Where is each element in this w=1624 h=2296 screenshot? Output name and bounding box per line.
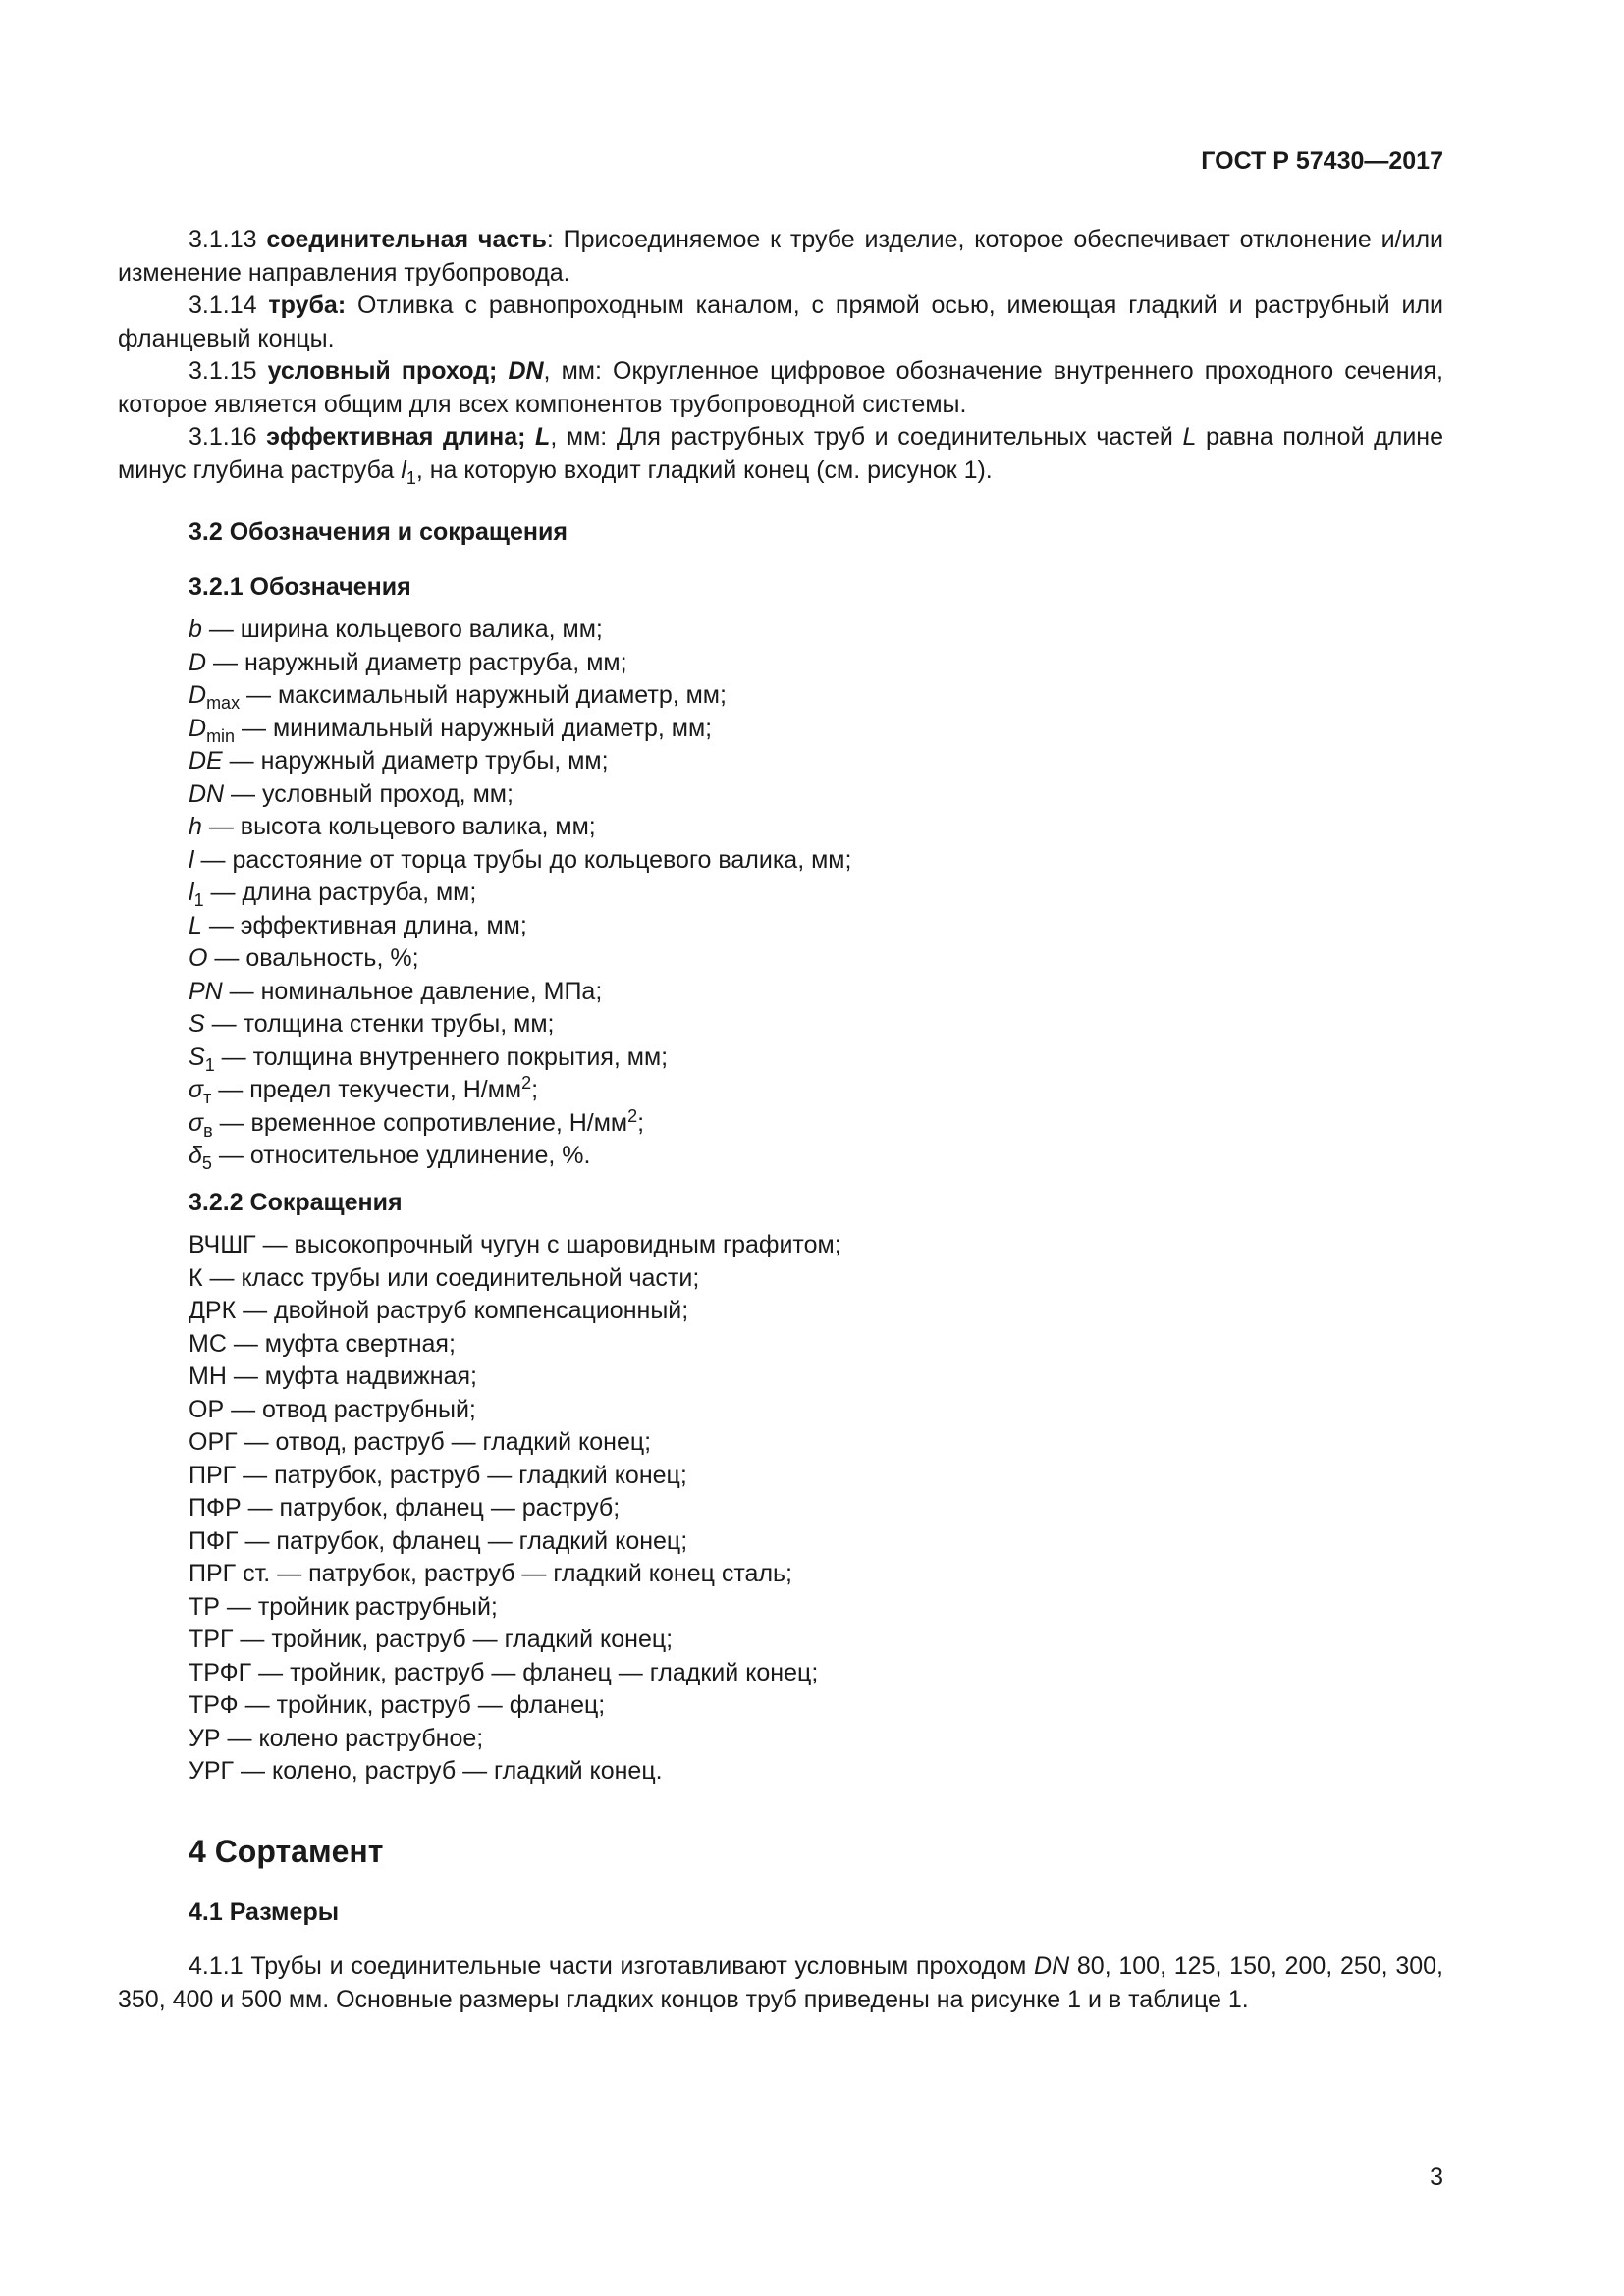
- abbreviation-item: МН — муфта надвижная;: [189, 1362, 477, 1390]
- symbols-list: [118, 614, 1443, 1173]
- symbol: δ: [189, 1142, 202, 1169]
- symbol: L: [189, 911, 202, 939]
- inline-subscript: 1: [406, 467, 416, 488]
- symbol-item: [118, 614, 1443, 647]
- symbol-item: [118, 1107, 1443, 1141]
- paragraph-4-1-1: [118, 1950, 1443, 2016]
- symbol-description: — наружный диаметр трубы, мм;: [222, 747, 609, 774]
- document-code-header: ГОСТ Р 57430—2017: [1201, 147, 1443, 175]
- term-number: 3.1.14: [189, 292, 257, 319]
- symbol: σ: [189, 1108, 204, 1137]
- symbol-description: — максимальный наружный диаметр, мм;: [240, 681, 727, 709]
- symbol: S: [189, 1042, 205, 1071]
- page-content: [118, 224, 1443, 2016]
- abbreviation-item: ПРГ ст. — патрубок, раструб — гладкий конец сталь;: [189, 1560, 793, 1587]
- abbreviation-item: ПФР — патрубок, фланец — раструб;: [189, 1494, 621, 1522]
- symbol-subscript: 5: [201, 1153, 212, 1173]
- symbol-item: [118, 844, 1443, 878]
- symbol: D: [189, 681, 207, 709]
- symbol-description: — ширина кольцевого валика, мм;: [201, 615, 603, 643]
- inline-symbol: DN: [1034, 1952, 1070, 1980]
- symbol-item: [118, 942, 1443, 976]
- symbol-superscript: 2: [521, 1073, 532, 1093]
- symbol-description: — временное сопротивление, Н/мм: [212, 1108, 628, 1137]
- term-definition-cont: равна полной длине минус глубина раструба: [118, 423, 1443, 484]
- symbol-item: [118, 778, 1443, 812]
- symbol-item: [118, 910, 1443, 943]
- term-name: соединительная часть: [266, 226, 547, 253]
- symbol-description: — длина раструба, мм;: [203, 879, 477, 906]
- symbol: h: [189, 813, 202, 840]
- symbol-description: — относительное удлинение, %.: [211, 1142, 591, 1169]
- symbol-superscript: 2: [627, 1105, 638, 1126]
- symbol-item: [118, 877, 1443, 910]
- symbol-description: — наружный диаметр раструба, мм;: [206, 648, 627, 676]
- term-3-1-14: [118, 290, 1443, 355]
- section-4-title: 4 Сортамент: [189, 1833, 384, 1869]
- term-3-1-13: [118, 224, 1443, 290]
- symbol-item: [118, 647, 1443, 680]
- abbreviation-item: УР — колено раструбное;: [189, 1724, 484, 1752]
- symbol-description: — предел текучести, Н/мм: [211, 1076, 522, 1103]
- term-3-1-16: [118, 421, 1443, 487]
- term-3-1-15: [118, 355, 1443, 421]
- abbreviation-item: ТРФГ — тройник, раструб — фланец — гладкий конец;: [189, 1658, 819, 1686]
- symbol-subscript: в: [203, 1120, 213, 1141]
- inline-symbol: L: [1182, 423, 1197, 451]
- symbol-description: — номинальное давление, МПа;: [222, 977, 603, 1005]
- symbol-item: [118, 679, 1443, 713]
- term-name: труба:: [268, 292, 347, 319]
- symbol-description: — минимальный наружный диаметр, мм;: [235, 714, 713, 742]
- section-3-2-1-title: 3.2.1 Обозначения: [189, 572, 411, 601]
- abbreviation-item: ОР — отвод раструбный;: [189, 1395, 476, 1423]
- paragraph-text: 4.1.1 Трубы и соединительные части изготавливают условным проходом: [189, 1952, 1035, 1980]
- symbol-description: — расстояние от торца трубы до кольцевого валика, мм;: [193, 845, 852, 874]
- symbol-tail: ;: [637, 1108, 645, 1137]
- term-number: 3.1.13: [189, 226, 257, 253]
- abbreviation-item: МС — муфта свертная;: [189, 1329, 456, 1358]
- symbol: σ: [189, 1076, 204, 1103]
- page-number: 3: [1430, 2163, 1443, 2191]
- term-number: 3.1.16: [189, 423, 257, 451]
- symbol-tail: ;: [531, 1076, 539, 1103]
- term-name: условный проход;: [267, 357, 498, 385]
- section-4-1-title: 4.1 Размеры: [189, 1897, 340, 1926]
- abbreviation-item: ТР — тройник раструбный;: [189, 1592, 498, 1621]
- symbol-description: — высота кольцевого валика, мм;: [201, 813, 596, 840]
- abbreviations-list: [118, 1229, 1443, 1789]
- abbreviation-item: ДРК — двойной раструб компенсационный;: [189, 1297, 689, 1324]
- symbol-description: — толщина внутреннего покрытия, мм;: [214, 1042, 669, 1071]
- symbol-item: [118, 1074, 1443, 1107]
- symbol: l: [189, 845, 194, 874]
- symbol-item: [118, 1008, 1443, 1041]
- symbol-subscript: т: [203, 1088, 212, 1107]
- symbol-item: [118, 811, 1443, 844]
- inline-symbol: l: [401, 455, 406, 484]
- symbol-item: [118, 1140, 1443, 1173]
- abbreviation-item: ТРФ — тройник, раструб — фланец;: [189, 1691, 606, 1719]
- symbol: D: [189, 648, 207, 676]
- symbol: DE: [189, 747, 223, 774]
- symbol: S: [189, 1010, 205, 1038]
- paragraph-text-cont: 80, 100, 125, 150, 200, 250, 300, 350, 400 и 500 мм. Основные размеры гладких концов труб приведены на рисунке 1 и в таблице 1.: [118, 1952, 1443, 2013]
- term-definition: : Присоединяемое к трубе изделие, которое обеспечивает отклонение и/или изменение направления трубопровода.: [118, 226, 1444, 287]
- symbol-description: — эффективная длина, мм;: [201, 911, 527, 939]
- symbol-subscript: 1: [204, 1054, 215, 1075]
- symbol-subscript: min: [206, 725, 236, 746]
- symbol: PN: [189, 977, 223, 1005]
- term-number: 3.1.15: [189, 357, 257, 385]
- symbol-description: — условный проход, мм;: [224, 779, 514, 808]
- symbol-item: [118, 745, 1443, 778]
- term-name: эффективная длина;: [266, 423, 526, 451]
- symbol-subscript: 1: [193, 890, 204, 910]
- symbol: l: [189, 879, 194, 906]
- abbreviation-item: ПРГ — патрубок, раструб — гладкий конец;: [189, 1461, 687, 1489]
- symbol: D: [189, 714, 207, 742]
- symbol-subscript: max: [206, 693, 241, 713]
- abbreviation-item: К — класс трубы или соединительной части;: [189, 1263, 700, 1292]
- term-symbol: L: [535, 423, 551, 451]
- symbol-description: — толщина стенки трубы, мм;: [204, 1010, 555, 1038]
- term-definition-end: , на которую входит гладкий конец (см. рисунок 1).: [415, 455, 993, 484]
- symbol: O: [189, 944, 208, 972]
- abbreviation-item: ПФГ — патрубок, фланец — гладкий конец;: [189, 1526, 688, 1555]
- term-definition: , мм: Округленное цифровое обозначение внутреннего проходного сечения, которое является общим для всех компонентов трубопроводной системы.: [118, 357, 1443, 418]
- symbol: DN: [189, 779, 225, 808]
- symbol-item: [118, 1041, 1443, 1075]
- symbol-description: — овальность, %;: [207, 944, 419, 972]
- abbreviation-item: ТРГ — тройник, раструб — гладкий конец;: [189, 1626, 674, 1653]
- symbol: b: [189, 615, 202, 643]
- abbreviation-item: ОРГ — отвод, раструб — гладкий конец;: [189, 1428, 652, 1456]
- term-definition: , мм: Для раструбных труб и соединительных частей: [550, 423, 1183, 451]
- term-definition: Отливка с равнопроходным каналом, с прямой осью, имеющая гладкий и раструбный или фланцевый концы.: [118, 292, 1444, 352]
- symbol-item: [118, 713, 1443, 746]
- symbol-item: [118, 976, 1443, 1009]
- term-symbol: DN: [508, 357, 544, 385]
- section-3-2-title: 3.2 Обозначения и сокращения: [189, 518, 568, 546]
- abbreviation-item: УРГ — колено, раструб — гладкий конец.: [189, 1757, 663, 1785]
- section-3-2-2-title: 3.2.2 Сокращения: [189, 1188, 403, 1216]
- abbreviation-item: ВЧШГ — высокопрочный чугун с шаровидным графитом;: [189, 1231, 841, 1258]
